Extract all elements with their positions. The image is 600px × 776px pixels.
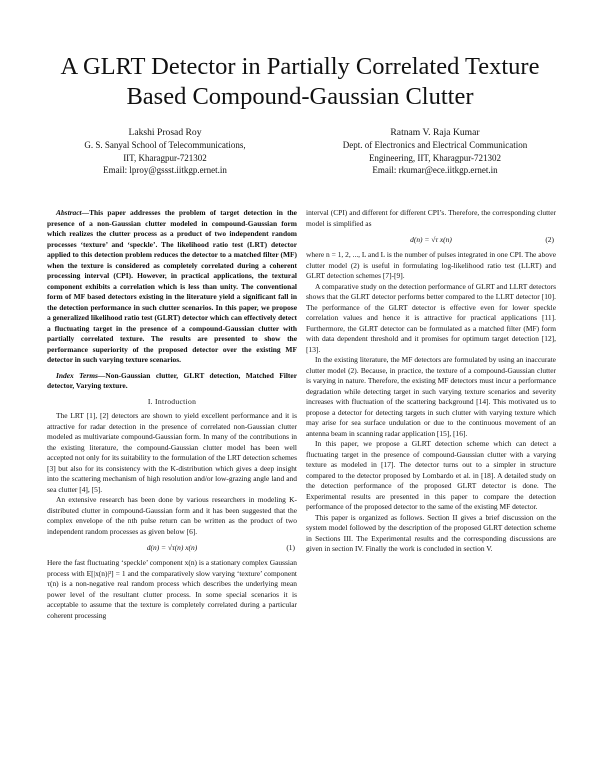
abstract-text: This paper addresses the problem of target detection in the presence of a non-Gaussian clutter modeled in compound-Gaussian form which realizes the clutter process as a product of two independent random processes ‘texture’ and ‘speckle’. The likelihood ratio test (LRT) detector applied to this detection problem reduces the detector to a matched filter (MF) when the texture is considered as completely correlated during a coherent processing interval (CPI). However, in practical applications, the textural component exhibits a correlation which is less than unity. The conventional form of MF based detectors existing in the literature yield a significant fall in the detection performance in such clutter scenarios. In this paper, we propose a generalized likelihood ratio test (GLRT) detector which can effectively detect a fluctuating target in the presence of a compound-Gaussian clutter with partially correlated texture. The results are presented to show the performance superiority of the proposed detector over the existing MF detector in such varying texture scenarios. bbox=[47, 208, 297, 364]
paragraph: In the existing literature, the MF detectors are formulated by using an inaccurate clutter model (2). Because, in practice, the texture of a compound-Gaussian clutter is varying in nature. Therefore, the existing MF detectors must incur a performance degradation while detecting target in such varying texture scenarios and severity increases with fluctuation of the scattering background [14]. This motivated us to propose a detector for detecting targets in such clutter with varying texture which may arise for sea surface undulation or due to the continuous movement of an antenna beam in scanning radar application [15], [16]. bbox=[306, 355, 556, 438]
index-terms-text: Non-Gaussian clutter, GLRT detection, Matched Filter detector, Varying texture. bbox=[47, 370, 297, 390]
paragraph: This paper is organized as follows. Section II gives a brief discussion on the system model followed by the description of the proposed GLRT detection scheme in Sections III. The Experimental results and the corresponding discussions are given in section IV. Finally the work is concluded in section V. bbox=[306, 512, 556, 553]
equation-1 bbox=[47, 541, 297, 554]
paragraph: An extensive research has been done by various researchers in modeling K-distributed clutter in compound-Gaussian form and it has been suggested that the complex envelope of the nth pulse return can be written as the product of two independent random processes as given below [6]. bbox=[47, 495, 297, 536]
abstract-label: Abstract— bbox=[56, 208, 90, 217]
equation-number: (1) bbox=[286, 543, 295, 552]
author-block-1 bbox=[40, 127, 290, 176]
paragraph: The LRT [1], [2] detectors are shown to yield excellent performance and it is attractive for radar detection in the presence of correlated non-Gaussian clutter modeled as multivariate compound-Gaussian form. In many of the contributions in the existing literature, the compound-Gaussian clutter model has been well accepted not only for its suitability to the formulation of the LRT detection schemes [3] but also for its consistency with the K-distribution which gives a deep insight into the scattering mechanism of high resolution and/or low-grazing angle land and sea clutter [4], [5]. bbox=[47, 411, 297, 494]
section-heading: I. Introduction bbox=[147, 396, 197, 406]
author-name: Ratnam V. Raja Kumar bbox=[390, 127, 480, 138]
author-address: IIT, Kharagpur-721302 bbox=[123, 152, 207, 163]
title-line-1: A GLRT Detector in Partially Correlated Texture bbox=[60, 53, 540, 80]
index-terms bbox=[47, 371, 297, 392]
abstract bbox=[47, 208, 297, 366]
author-block-2 bbox=[300, 127, 570, 176]
author-affiliation: Dept. of Electronics and Electrical Communication bbox=[342, 140, 528, 151]
equation-body: d(n) = √τ(n) x(n) bbox=[146, 543, 198, 552]
paragraph: A comparative study on the detection performance of GLRT and LLRT detectors shows that the GLRT detector performs better compared to the LLRT detector [10]. The performance of the GLRT detector is effective even for lower speckle correlation values and hence it is attractive for practical applications [11]. Furthermore, the GLRT detector can be formulated as a matched filter (MF) form with data dependent threshold and it promises for optimum target detection [12], [13]. bbox=[306, 281, 556, 354]
paragraph: Here the fast fluctuating ‘speckle’ component x(n) is a stationary complex Gaussian process with E[|x(n)|²] = 1 and the comparatively slow varying ‘texture’ component τ(n) is a non-negative real random process which describes the underlying mean power level of the resultant clutter process. In some special scenarios it is acceptable to assume that the texture is completely correlated during a particular coherent processing bbox=[47, 558, 297, 620]
right-column bbox=[306, 208, 556, 555]
equation-body: d(n) = √τ x(n) bbox=[410, 235, 452, 244]
paragraph: In this paper, we propose a GLRT detection scheme which can detect a fluctuating target in the presence of compound-Gaussian clutter with a varying texture as modeled in [17]. The detector turns out to a simpler in structure compared to the detector proposed by Lombardo et al. in [18]. A detailed study on the detection performance of the proposed GLRT detector is done. The Experimental results are presented in this paper to compare the detection performance of the proposed detector to the same of the existing MF detector. bbox=[306, 439, 556, 511]
author-email: Email: rkumar@ece.iitkgp.ernet.in bbox=[372, 164, 498, 175]
author-address: Engineering, IIT, Kharagpur-721302 bbox=[368, 152, 502, 163]
title-line-2: Based Compound-Gaussian Clutter bbox=[126, 83, 474, 110]
equation-2 bbox=[306, 233, 556, 246]
author-email: Email: lproy@gssst.iitkgp.ernet.in bbox=[103, 164, 227, 175]
paragraph: where n = 1, 2, ..., L and L is the number of pulses integrated in one CPI. The above clutter model (2) is useful in formulating log-likelihood ratio test (LLRT) and GLRT detection schemes [7]-[9]. bbox=[306, 250, 556, 280]
author-name: Lakshi Prosad Roy bbox=[128, 127, 202, 138]
author-affiliation: G. S. Sanyal School of Telecommunications, bbox=[84, 140, 246, 151]
index-terms-label: Index Terms— bbox=[56, 370, 106, 380]
paper-title bbox=[0, 52, 600, 112]
equation-number: (2) bbox=[545, 235, 554, 244]
paragraph: interval (CPI) and different for different CPI’s. Therefore, the corresponding clutter model is simplified as bbox=[306, 208, 556, 228]
left-column bbox=[47, 208, 297, 621]
